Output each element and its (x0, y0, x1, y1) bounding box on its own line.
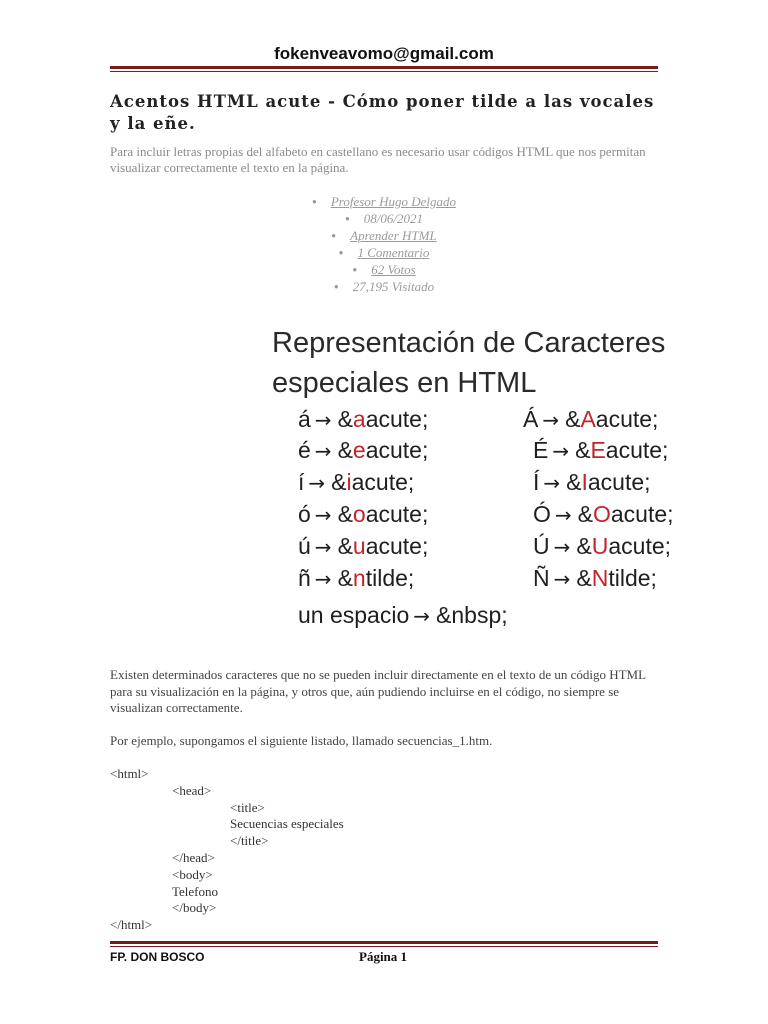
arrow-icon: → (554, 503, 572, 527)
arrow-icon: → (314, 535, 332, 559)
bullet-icon: ● (352, 265, 358, 274)
code-line: <body> (172, 866, 213, 882)
bullet-icon: ● (311, 197, 317, 206)
entity-row-left: í → &iacute; (298, 469, 415, 495)
figure-title-line2: especiales en HTML (272, 367, 537, 399)
arrow-icon: → (553, 567, 571, 591)
arrow-icon: → (308, 471, 326, 495)
article-intro: Para incluir letras propias del alfabeto en castellano es necesario usar códigos HTML que nos permitan visualizar correctamente el texto en la página. (110, 144, 646, 175)
entity-row-right: Ó → &Oacute; (533, 501, 674, 527)
html-entities-figure (240, 305, 730, 645)
arrow-icon: → (314, 408, 332, 432)
code-line: </html> (110, 917, 153, 933)
figure-title-line1: Representación de Caracteres (272, 327, 666, 359)
arrow-icon: → (552, 439, 570, 463)
meta-date: ● 08/06/2021 (344, 211, 424, 226)
arrow-icon: → (314, 503, 332, 527)
arrow-icon: → (542, 408, 560, 432)
article-meta-list (0, 193, 768, 295)
meta-views: ● 27,195 Visitado (333, 279, 435, 294)
footer-rule (110, 941, 658, 947)
paragraph-2: Por ejemplo, supongamos el siguiente listado, llamado secuencias_1.htm. (110, 733, 493, 748)
entity-row-left: é → &eacute; (298, 437, 429, 463)
bullet-icon: ● (338, 248, 344, 257)
entity-row-right: É → &Eacute; (533, 437, 669, 463)
bullet-icon: ● (333, 282, 339, 291)
entity-row-right: Ñ → &Ntilde; (533, 565, 657, 591)
article-title: Acentos HTML acute - Cómo poner tilde a las vocales y la eñe. (110, 92, 655, 133)
code-listing (110, 766, 658, 934)
meta-category[interactable]: ● Aprender HTML (331, 228, 437, 243)
entity-row-right: Í → &Iacute; (533, 469, 651, 495)
meta-comments[interactable]: ● 1 Comentario (338, 245, 430, 260)
entity-row-right: Á → &Aacute; (523, 406, 659, 432)
code-line: Secuencias especiales (230, 816, 344, 832)
bullet-icon: ● (344, 214, 350, 223)
code-line: </body> (172, 900, 217, 916)
arrow-icon: → (314, 439, 332, 463)
header-email: fokenveavomo@gmail.com (274, 44, 494, 63)
code-line: </title> (230, 833, 269, 849)
code-line: <title> (230, 799, 265, 815)
arrow-icon: → (314, 567, 332, 591)
arrow-icon: → (553, 535, 571, 559)
entity-row-space: un espacio → &nbsp; (298, 602, 508, 628)
header-rule (110, 66, 658, 72)
arrow-icon: → (413, 604, 431, 628)
code-line: </head> (172, 849, 215, 865)
meta-votes[interactable]: ● 62 Votos (352, 262, 416, 277)
entity-row-right: Ú → &Uacute; (533, 533, 672, 559)
bullet-icon: ● (331, 231, 337, 240)
code-line: <head> (172, 782, 212, 798)
entity-row-left: ú → &uacute; (298, 533, 429, 559)
entity-row-left: ó → &oacute; (298, 501, 429, 527)
entity-row-left: ñ → &ntilde; (298, 565, 415, 591)
code-line: Telefono (172, 883, 219, 899)
footer-page-number: Página 1 (359, 949, 408, 964)
entity-row-left: á → &aacute; (298, 406, 429, 432)
arrow-icon: → (543, 471, 561, 495)
paragraph-1: Existen determinados caracteres que no se pueden incluir directamente en el texto de un código HTML para su visualización en la página, y otros que, aún pudiendo incluirse en el código, no siempre se visualizan correctamente. (110, 667, 646, 715)
code-line: <html> (110, 766, 149, 781)
footer-school: FP. DON BOSCO (110, 950, 205, 964)
meta-author[interactable]: ● Profesor Hugo Delgado (311, 194, 457, 209)
